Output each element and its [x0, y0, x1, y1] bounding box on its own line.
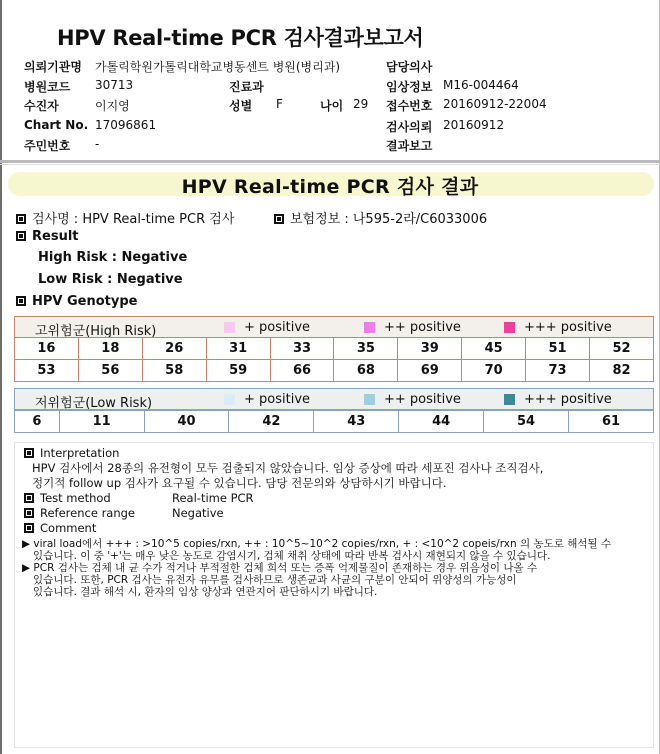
- test-method-line: [24, 491, 111, 505]
- genotype-cell: 82: [590, 360, 654, 382]
- comment-2-line-3: 있습니다. 결과 해석 시, 환자의 임상 양상과 연관지어 판단하시기 바랍니다.: [33, 586, 378, 598]
- field-value-age: 29: [353, 97, 369, 111]
- genotype-cell: 61: [569, 411, 654, 433]
- legend-swatch-plus: [224, 394, 235, 405]
- field-label-age: 나이: [320, 99, 344, 113]
- comment-1-line-2: 있습니다. 이 중 '+'는 매우 낮은 농도로 감염시기, 검체 채취 상태에 따라 반복 검사시 재현되지 않을 수 있습니다.: [33, 550, 551, 562]
- genotype-cell: 35: [334, 338, 398, 360]
- genotype-cell: 70: [462, 360, 526, 382]
- legend-label-plusplus: ++ positive: [384, 392, 461, 407]
- genotype-cell: 31: [206, 338, 270, 360]
- legend-swatch-plusplus: [364, 322, 375, 333]
- genotype-cell: 16: [15, 338, 79, 360]
- high-risk-header: [14, 316, 654, 338]
- legend-swatch-plusplus: [364, 394, 375, 405]
- test-method-value: Real-time PCR: [172, 491, 254, 505]
- genotype-cell: 66: [270, 360, 334, 382]
- legend-label-plus: + positive: [244, 392, 311, 407]
- bullet-square-icon: [24, 508, 34, 518]
- comment-2-line-2: 있습니다. 또한, PCR 검사는 유전자 유무를 검사하므로 생존균과 사균의 구분이 안되어 위양성의 가능성이: [33, 574, 517, 586]
- field-value-hospital-code: 30713: [95, 78, 134, 92]
- test-name-line: [16, 208, 234, 227]
- report-title: HPV Real-time PCR 검사결과보고서: [57, 26, 424, 50]
- field-value-clinical-info: M16-004464: [443, 78, 519, 92]
- genotype-cell: 69: [398, 360, 462, 382]
- low-risk-genotype-table: [14, 410, 654, 433]
- genotype-cell: 44: [399, 411, 484, 433]
- genotype-cell: 11: [59, 411, 144, 433]
- genotype-cell: 59: [206, 360, 270, 382]
- genotype-cell: 39: [398, 338, 462, 360]
- genotype-label: HPV Genotype: [32, 294, 138, 309]
- test-method-label: Test method: [40, 491, 111, 505]
- field-label-requester: 의뢰기관명: [24, 60, 82, 74]
- bullet-square-icon: [16, 296, 26, 306]
- low-risk-header-label: 저위험군(Low Risk): [35, 396, 153, 411]
- insurance-line: [274, 208, 487, 227]
- genotype-cell: 26: [142, 338, 206, 360]
- result-banner-title: HPV Real-time PCR 검사 결과: [181, 176, 479, 198]
- field-value-requester: 가톨릭학원가톨릭대학교병동센트 병원(병리과): [95, 60, 341, 74]
- field-label-hospital-code: 병원코드: [24, 80, 71, 94]
- legend-swatch-plusplusplus: [504, 394, 515, 405]
- genotype-cell: 33: [270, 338, 334, 360]
- comment-label: Comment: [40, 521, 97, 535]
- genotype-cell: 6: [15, 411, 60, 433]
- high-risk-genotype-table: [14, 337, 654, 382]
- high-risk-header-label: 고위험군(High Risk): [35, 324, 157, 339]
- insurance-info: 보험정보 : 나595-2라/C6033006: [290, 212, 488, 227]
- field-label-department: 진료과: [229, 80, 264, 94]
- header-divider: [0, 160, 660, 163]
- legend-swatch-plus: [224, 322, 235, 333]
- genotype-cell: 42: [229, 411, 314, 433]
- comment-1-line-1: ▶ viral load에서 +++ : >10^5 copies/rxn, ++ : 10^5~10^2 copies/rxn, + : <10^2 copeis/rxn 의 농도로 해석될 수: [22, 538, 612, 550]
- bullet-square-icon: [16, 231, 26, 241]
- legend-label-plus: + positive: [244, 320, 311, 335]
- comment-heading: [24, 521, 96, 535]
- bullet-square-icon: [24, 493, 34, 503]
- bullet-square-icon: [24, 448, 34, 458]
- legend-label-plusplusplus: +++ positive: [524, 320, 612, 335]
- genotype-cell: 58: [142, 360, 206, 382]
- genotype-cell: 68: [334, 360, 398, 382]
- field-value-patient: 이지영: [95, 99, 130, 113]
- genotype-cell: 18: [78, 338, 142, 360]
- test-name: 검사명 : HPV Real-time PCR 검사: [32, 212, 235, 227]
- interpretation-text-2: 정기적 follow up 검사가 요구될 수 있습니다. 담당 전문의와 상담하시기 바랍니다.: [32, 476, 447, 490]
- high-risk-result: High Risk : Negative: [38, 250, 188, 265]
- field-label-report-date: 결과보고: [386, 139, 433, 153]
- comment-2-line-1: ▶ PCR 검사는 검체 내 균 수가 적거나 부적절한 검체 희석 또는 증폭 억제물질이 존재하는 경우 위음성이 나올 수: [22, 562, 538, 574]
- genotype-cell: 40: [144, 411, 229, 433]
- bullet-square-icon: [274, 214, 284, 224]
- table-row: [15, 360, 654, 382]
- field-value-request-date: 20160912: [443, 118, 505, 132]
- genotype-cell: 53: [15, 360, 79, 382]
- genotype-cell: 54: [484, 411, 569, 433]
- interpretation-text-1: HPV 검사에서 28종의 유전형이 모두 검출되지 않았습니다. 임상 증상에 따라 세포진 검사나 조직검사,: [32, 461, 544, 475]
- genotype-cell: 52: [590, 338, 654, 360]
- genotype-cell: 73: [526, 360, 590, 382]
- low-risk-header: [14, 388, 654, 410]
- result-label: Result: [32, 229, 79, 244]
- field-label-patient: 수진자: [24, 99, 59, 113]
- reference-range-line: [24, 506, 135, 520]
- reference-range-value: Negative: [172, 506, 224, 520]
- field-value-chart-no: 17096861: [95, 118, 157, 132]
- bullet-square-icon: [16, 214, 26, 224]
- reference-range-label: Reference range: [40, 506, 136, 520]
- table-row: [15, 338, 654, 360]
- field-label-chart-no: Chart No.: [24, 118, 89, 132]
- interpretation-heading: [24, 446, 119, 460]
- field-value-resident-no: -: [95, 137, 100, 151]
- field-label-resident-no: 주민번호: [24, 139, 71, 153]
- left-border: [0, 0, 2, 754]
- bullet-square-icon: [24, 523, 34, 533]
- field-value-sex: F: [276, 97, 283, 111]
- field-label-request-date: 검사의뢰: [386, 120, 433, 134]
- interpretation-title: Interpretation: [40, 446, 120, 460]
- genotype-heading: [16, 294, 137, 309]
- field-label-sex: 성별: [229, 99, 253, 113]
- genotype-cell: 45: [462, 338, 526, 360]
- field-label-receipt-no: 접수번호: [386, 99, 433, 113]
- field-label-doctor: 담당의사: [386, 60, 433, 74]
- low-risk-result: Low Risk : Negative: [38, 272, 183, 287]
- legend-label-plusplus: ++ positive: [384, 320, 461, 335]
- legend-label-plusplusplus: +++ positive: [524, 392, 612, 407]
- genotype-cell: 43: [314, 411, 399, 433]
- legend-swatch-plusplusplus: [504, 322, 515, 333]
- table-row: [15, 411, 654, 433]
- header-divider-thin: [0, 164, 660, 165]
- genotype-cell: 56: [78, 360, 142, 382]
- field-value-receipt-no: 20160912-22004: [443, 97, 547, 111]
- result-heading: [16, 229, 79, 244]
- field-label-clinical-info: 임상정보: [386, 80, 433, 94]
- genotype-cell: 51: [526, 338, 590, 360]
